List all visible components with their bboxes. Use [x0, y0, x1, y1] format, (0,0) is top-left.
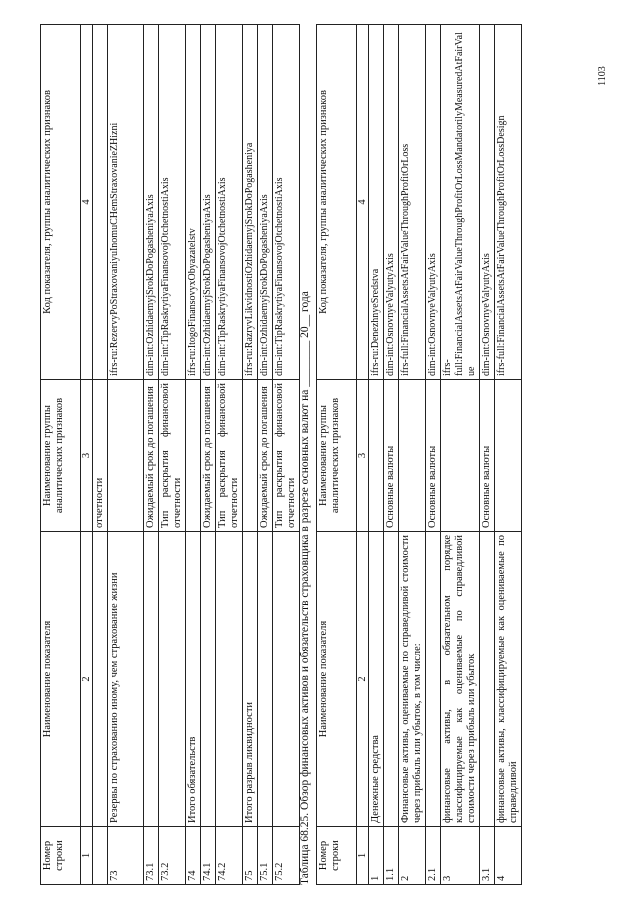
row-group: Основные валюты — [480, 380, 495, 532]
row-name — [93, 532, 108, 827]
t2-header-group: Наименование группы аналитических признаков — [317, 380, 357, 532]
table-row — [186, 25, 201, 885]
t1-header-number: Номер строки — [41, 827, 81, 885]
row-code: ifrs-ru:DenezhnyeSredstva — [369, 25, 384, 380]
table-row — [201, 25, 216, 885]
row-group — [369, 380, 384, 532]
row-group: Основные валюты — [384, 380, 399, 532]
table-row — [426, 25, 441, 885]
row-name — [258, 532, 273, 827]
table-1 — [40, 24, 300, 885]
row-group — [186, 380, 201, 532]
t2-colnum: 4 — [357, 25, 369, 380]
t2-header-code: Код показателя, группы аналитических признаков — [317, 25, 357, 380]
table-row — [216, 25, 243, 885]
row-number: 3 — [441, 827, 480, 885]
row-name: финансовые активы, классифицируемые как оцениваемые по справедливой — [495, 532, 522, 827]
row-number: 75 — [243, 827, 258, 885]
table-row — [108, 25, 144, 885]
rotated-content — [40, 25, 600, 885]
t1-colnum: 4 — [81, 25, 93, 380]
row-group: Тип раскрытия финансовой отчетности — [216, 380, 243, 532]
table-row — [93, 25, 108, 885]
row-code: dim-int:OzhidaemyjSrokDoPogasheniyaAxis — [258, 25, 273, 380]
t2-header-number: Номер строки — [317, 827, 357, 885]
t1-header-name: Наименование показателя — [41, 532, 81, 827]
row-code: dim-int:OsnovnyeValyutyAxis — [480, 25, 495, 380]
row-group: отчетности — [93, 380, 108, 532]
row-number: 1 — [369, 827, 384, 885]
row-code: ifrs-ru:ItogoFinansovyxObyazatelstv — [186, 25, 201, 380]
row-group: Ожидаемый срок до погашения — [201, 380, 216, 532]
row-number: 2.1 — [426, 827, 441, 885]
row-name: Резервы по страхованию иному, чем страхование жизни — [108, 532, 144, 827]
row-group: Ожидаемый срок до погашения — [144, 380, 159, 532]
row-number: 3.1 — [480, 827, 495, 885]
row-number — [93, 827, 108, 885]
row-name: финансовые активы, в обязательном порядке классифицируемые как оцениваемые по справедливой стоимости через прибыль или убыток — [441, 532, 480, 827]
t1-header-code: Код показателя, группы аналитических признаков — [41, 25, 81, 380]
row-name — [480, 532, 495, 827]
t2-colnum: 3 — [357, 380, 369, 532]
table-2 — [316, 24, 522, 885]
row-name — [426, 532, 441, 827]
table-row — [495, 25, 522, 885]
row-group — [495, 380, 522, 532]
t1-colnum: 1 — [81, 827, 93, 885]
row-code: ifrs-full:FinancialAssetsAtFairValueThroughProfitOrLossDesign — [495, 25, 522, 380]
row-number: 74.1 — [201, 827, 216, 885]
row-group — [441, 380, 480, 532]
row-group — [243, 380, 258, 532]
row-group: Тип раскрытия финансовой отчетности — [273, 380, 300, 532]
table-row — [144, 25, 159, 885]
table-row — [243, 25, 258, 885]
row-name: Итого разрыв ликвидности — [243, 532, 258, 827]
row-code: dim-int:OsnovnyeValyutyAxis — [426, 25, 441, 380]
row-number: 74.2 — [216, 827, 243, 885]
row-name — [159, 532, 186, 827]
row-code — [93, 25, 108, 380]
row-group: Ожидаемый срок до погашения — [258, 380, 273, 532]
row-number: 1.1 — [384, 827, 399, 885]
row-name: Финансовые активы, оцениваемые по справедливой стоимости через прибыль или убыток, в том числе: — [399, 532, 426, 827]
row-code: dim-int:TipRaskrytiyaFinansovojOtchetnostiAxis — [159, 25, 186, 380]
row-number: 73.2 — [159, 827, 186, 885]
table-row — [480, 25, 495, 885]
row-number: 75.2 — [273, 827, 300, 885]
row-number: 2 — [399, 827, 426, 885]
table-row — [384, 25, 399, 885]
row-code: dim-int:TipRaskrytiyaFinansovojOtchetnostiAxis — [216, 25, 243, 380]
row-code: ifrs-full:FinancialAssetsAtFairValueThroughProfitOrLossMandatorilyMeasuredAtFairValue — [441, 25, 480, 380]
table-row — [441, 25, 480, 885]
row-code: ifrs-ru:RezervyPoStraxovaniyuInomuCHemStraxovanieZHizni — [108, 25, 144, 380]
row-group — [108, 380, 144, 532]
row-name — [273, 532, 300, 827]
row-code: dim-int:TipRaskrytiyaFinansovojOtchetnostiAxis — [273, 25, 300, 380]
row-name — [201, 532, 216, 827]
page-number: 1103 — [597, 66, 608, 86]
t1-colnum: 2 — [81, 532, 93, 827]
t2-colnum: 1 — [357, 827, 369, 885]
row-group: Основные валюты — [426, 380, 441, 532]
row-code: dim-int:OsnovnyeValyutyAxis — [384, 25, 399, 380]
row-number: 4 — [495, 827, 522, 885]
row-name — [384, 532, 399, 827]
row-number: 73.1 — [144, 827, 159, 885]
t1-header-group: Наименование группы аналитических признаков — [41, 380, 81, 532]
row-name: Денежные средства — [369, 532, 384, 827]
table-row — [399, 25, 426, 885]
row-name — [144, 532, 159, 827]
table-row — [273, 25, 300, 885]
row-name: Итого обязательств — [186, 532, 201, 827]
table-row — [369, 25, 384, 885]
row-code: dim-int:OzhidaemyjSrokDoPogasheniyaAxis — [201, 25, 216, 380]
row-number: 73 — [108, 827, 144, 885]
table-row — [159, 25, 186, 885]
row-code: dim-int:OzhidaemyjSrokDoPogasheniyaAxis — [144, 25, 159, 380]
row-group: Тип раскрытия финансовой отчетности — [159, 380, 186, 532]
row-code: ifrs-ru:RazryvLikvidnostiOzhidaemyjSrokDoPogasheniya — [243, 25, 258, 380]
row-code: ifrs-full:FinancialAssetsAtFairValueThroughProfitOrLoss — [399, 25, 426, 380]
row-number: 75.1 — [258, 827, 273, 885]
row-name — [216, 532, 243, 827]
t2-header-name: Наименование показателя — [317, 532, 357, 827]
table-row — [258, 25, 273, 885]
row-number: 74 — [186, 827, 201, 885]
table-2-title: Таблица 68.25. Обзор финансовых активов и обязательств страховщика в разрезе основных валют на ________ 20__ года — [299, 291, 311, 885]
t2-colnum: 2 — [357, 532, 369, 827]
t1-colnum: 3 — [81, 380, 93, 532]
row-group — [399, 380, 426, 532]
